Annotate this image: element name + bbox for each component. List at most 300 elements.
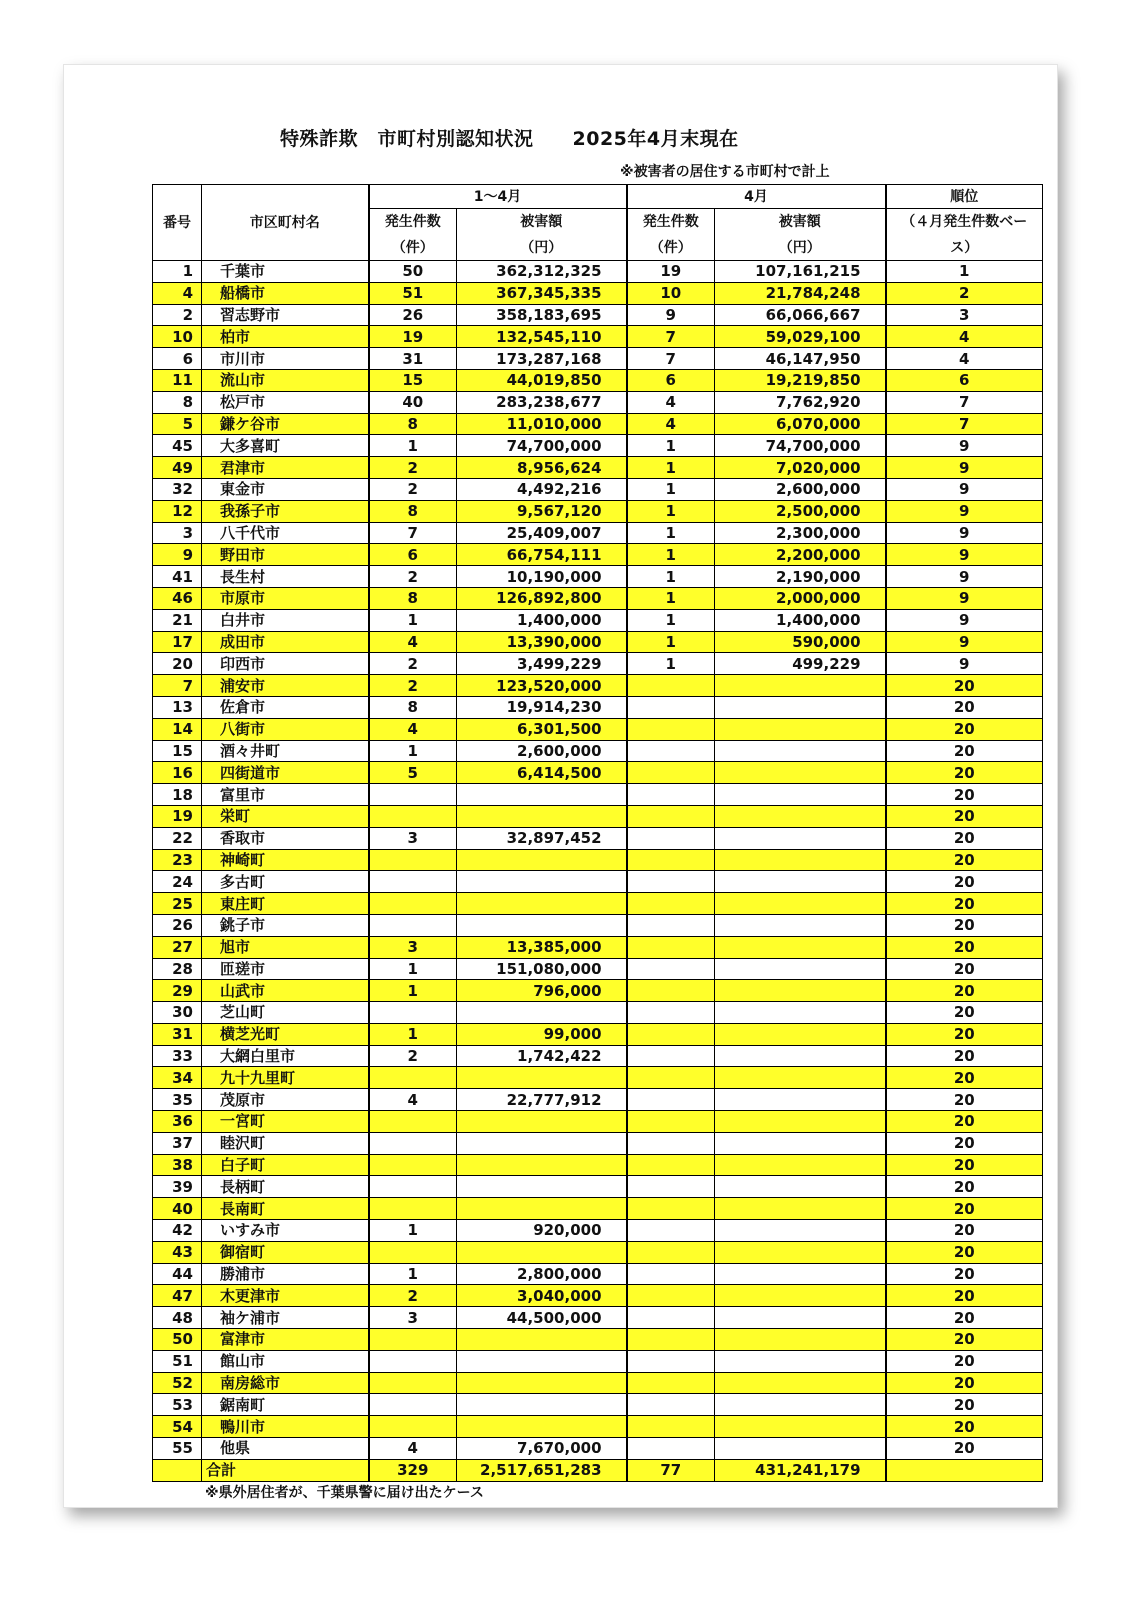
cell-amount-april: 2,200,000 (715, 544, 886, 566)
cell-rank: 9 (886, 435, 1043, 457)
cell-amount-april (715, 762, 886, 784)
cell-amount-1-4: 11,010,000 (457, 413, 627, 435)
cell-amount-1-4: 362,312,325 (457, 261, 627, 283)
cell-amount-april: 499,229 (715, 653, 886, 675)
cell-no: 41 (153, 566, 202, 588)
cell-amount-april (715, 805, 886, 827)
cell-rank: 20 (886, 827, 1043, 849)
cell-rank: 3 (886, 304, 1043, 326)
cell-amount-1-4 (457, 784, 627, 806)
cell-count-april (627, 675, 715, 697)
cell-no: 16 (153, 762, 202, 784)
cell-amount-april (715, 784, 886, 806)
table-row (153, 369, 1043, 391)
cell-no: 2 (153, 304, 202, 326)
cell-count-april: 1 (627, 631, 715, 653)
cell-rank: 20 (886, 1438, 1043, 1460)
cell-count-april (627, 871, 715, 893)
table-row (153, 1154, 1043, 1176)
cell-no: 5 (153, 413, 202, 435)
cell-amount-april (715, 1067, 886, 1089)
cell-amount-april: 19,219,850 (715, 369, 886, 391)
cell-count-1-4 (369, 1176, 457, 1198)
table-row (153, 1350, 1043, 1372)
cell-amount-1-4: 19,914,230 (457, 696, 627, 718)
cell-count-april: 4 (627, 391, 715, 413)
cell-amount-1-4 (457, 805, 627, 827)
cell-no: 52 (153, 1372, 202, 1394)
cell-count-april: 19 (627, 261, 715, 283)
cell-amount-april (715, 827, 886, 849)
cell-count-1-4: 26 (369, 304, 457, 326)
cell-no: 14 (153, 718, 202, 740)
cell-count-1-4: 2 (369, 675, 457, 697)
cell-amount-april (715, 1220, 886, 1242)
cell-amount-april: 7,762,920 (715, 391, 886, 413)
cell-name: 東金市 (202, 478, 369, 500)
cell-no: 21 (153, 609, 202, 631)
table-row (153, 304, 1043, 326)
cell-count-1-4 (369, 805, 457, 827)
cell-amount-april (715, 1394, 886, 1416)
cell-rank: 9 (886, 566, 1043, 588)
cell-count-1-4 (369, 871, 457, 893)
cell-no: 1 (153, 261, 202, 283)
cell-amount-april (715, 893, 886, 915)
table-body (153, 261, 1043, 1482)
cell-count-april (627, 1241, 715, 1263)
cell-amount-april (715, 1002, 886, 1024)
table-row (153, 522, 1043, 544)
cell-count-1-4: 1 (369, 435, 457, 457)
cell-count-april: 1 (627, 609, 715, 631)
cell-count-april: 1 (627, 435, 715, 457)
cell-amount-1-4: 9,567,120 (457, 500, 627, 522)
cell-count-april (627, 849, 715, 871)
cell-rank: 20 (886, 1329, 1043, 1351)
cell-no: 6 (153, 348, 202, 370)
table-row (153, 980, 1043, 1002)
table-row (153, 261, 1043, 283)
cell-count-1-4 (369, 1350, 457, 1372)
cell-count-april (627, 784, 715, 806)
cell-count-1-4: 1 (369, 609, 457, 631)
cell-rank: 20 (886, 1154, 1043, 1176)
table-row (153, 1023, 1043, 1045)
table-row (153, 1329, 1043, 1351)
cell-no: 50 (153, 1329, 202, 1351)
cell-count-1-4: 8 (369, 413, 457, 435)
table-row (153, 871, 1043, 893)
cell-rank: 4 (886, 326, 1043, 348)
cell-no: 4 (153, 282, 202, 304)
cell-amount-april (715, 1372, 886, 1394)
cell-count-april: 1 (627, 587, 715, 609)
cell-amount-1-4: 13,390,000 (457, 631, 627, 653)
cell-rank: 20 (886, 958, 1043, 980)
cell-name: 香取市 (202, 827, 369, 849)
table-row (153, 1089, 1043, 1111)
cell-amount-april: 590,000 (715, 631, 886, 653)
cell-count-april (627, 1329, 715, 1351)
cell-amount-april (715, 1438, 886, 1460)
cell-rank: 20 (886, 936, 1043, 958)
cell-count-1-4 (369, 784, 457, 806)
cell-name: 睦沢町 (202, 1132, 369, 1154)
cell-name: 鴨川市 (202, 1416, 369, 1438)
cell-count-april (627, 1198, 715, 1220)
cell-amount-1-4: 2,600,000 (457, 740, 627, 762)
cell-count-1-4: 51 (369, 282, 457, 304)
table-row (153, 718, 1043, 740)
cell-name: 御宿町 (202, 1241, 369, 1263)
cell-rank: 20 (886, 1111, 1043, 1133)
cell-count-1-4: 1 (369, 740, 457, 762)
cell-count-1-4: 2 (369, 457, 457, 479)
cell-amount-1-4 (457, 1154, 627, 1176)
cell-amount-1-4: 283,238,677 (457, 391, 627, 413)
cell-name: 印西市 (202, 653, 369, 675)
cell-name: 浦安市 (202, 675, 369, 697)
cell-count-1-4: 31 (369, 348, 457, 370)
cell-name: 九十九里町 (202, 1067, 369, 1089)
cell-count-1-4: 5 (369, 762, 457, 784)
header-count-1: 発生件数 (369, 209, 457, 236)
cell-amount-1-4 (457, 1416, 627, 1438)
cell-name: 四街道市 (202, 762, 369, 784)
total-rank (886, 1459, 1043, 1481)
cell-amount-1-4: 2,800,000 (457, 1263, 627, 1285)
table-row (153, 1176, 1043, 1198)
cell-name: 富里市 (202, 784, 369, 806)
total-amount-april: 431,241,179 (715, 1459, 886, 1481)
cell-no: 24 (153, 871, 202, 893)
cell-rank: 20 (886, 784, 1043, 806)
cell-name: 匝瑳市 (202, 958, 369, 980)
note-bottom: ※県外居住者が、千葉県警に届け出たケース (205, 1485, 484, 1501)
cell-count-april (627, 1089, 715, 1111)
cell-rank: 20 (886, 1263, 1043, 1285)
table-row (153, 1220, 1043, 1242)
table-row (153, 1111, 1043, 1133)
table-row (153, 827, 1043, 849)
cell-no: 12 (153, 500, 202, 522)
cell-name: 神崎町 (202, 849, 369, 871)
cell-count-1-4: 1 (369, 980, 457, 1002)
cell-count-1-4: 1 (369, 1220, 457, 1242)
cell-name: 袖ケ浦市 (202, 1307, 369, 1329)
header-period-april: 4月 (627, 185, 886, 209)
cell-rank: 6 (886, 369, 1043, 391)
cell-name: 東庄町 (202, 893, 369, 915)
cell-count-april: 4 (627, 413, 715, 435)
cell-no: 55 (153, 1438, 202, 1460)
table-row (153, 326, 1043, 348)
table-row (153, 566, 1043, 588)
cell-rank: 20 (886, 1067, 1043, 1089)
cell-amount-april: 74,700,000 (715, 435, 886, 457)
cell-name: 松戸市 (202, 391, 369, 413)
cell-no: 39 (153, 1176, 202, 1198)
table-row (153, 1045, 1043, 1067)
cell-amount-april (715, 1285, 886, 1307)
table-row (153, 914, 1043, 936)
cell-count-1-4: 8 (369, 696, 457, 718)
cell-rank: 1 (886, 261, 1043, 283)
cell-amount-april (715, 1307, 886, 1329)
cell-amount-1-4: 4,492,216 (457, 478, 627, 500)
cell-amount-april: 7,020,000 (715, 457, 886, 479)
table-row (153, 609, 1043, 631)
table-row (153, 1198, 1043, 1220)
table-row (153, 1416, 1043, 1438)
table-row (153, 653, 1043, 675)
cell-amount-1-4 (457, 1372, 627, 1394)
cell-name: 大多喜町 (202, 435, 369, 457)
cell-name: 習志野市 (202, 304, 369, 326)
cell-name: 市川市 (202, 348, 369, 370)
cell-amount-april (715, 1263, 886, 1285)
cell-count-1-4 (369, 1329, 457, 1351)
header-period-1-4: 1～4月 (369, 185, 627, 209)
cell-amount-1-4 (457, 1198, 627, 1220)
cell-count-1-4: 3 (369, 827, 457, 849)
cell-amount-april (715, 1132, 886, 1154)
cell-amount-april (715, 1329, 886, 1351)
cell-count-1-4: 2 (369, 653, 457, 675)
cell-no: 20 (153, 653, 202, 675)
header-no: 番号 (153, 185, 202, 261)
cell-amount-april (715, 1198, 886, 1220)
table-row (153, 544, 1043, 566)
header-rank-basis-end: ス） (886, 235, 1043, 261)
cell-name: 八街市 (202, 718, 369, 740)
cell-no: 15 (153, 740, 202, 762)
cell-amount-1-4 (457, 849, 627, 871)
cell-no: 34 (153, 1067, 202, 1089)
header-count-unit-1: （件） (369, 235, 457, 261)
table-row (153, 435, 1043, 457)
cell-rank: 20 (886, 1002, 1043, 1024)
table-row (153, 849, 1043, 871)
cell-amount-1-4 (457, 1176, 627, 1198)
cell-amount-1-4: 6,414,500 (457, 762, 627, 784)
cell-no: 44 (153, 1263, 202, 1285)
cell-count-april (627, 1111, 715, 1133)
cell-count-1-4: 40 (369, 391, 457, 413)
total-count-april: 77 (627, 1459, 715, 1481)
total-count-1-4: 329 (369, 1459, 457, 1481)
cell-no: 29 (153, 980, 202, 1002)
cell-count-1-4: 4 (369, 1438, 457, 1460)
cell-name: 木更津市 (202, 1285, 369, 1307)
cell-count-april (627, 718, 715, 740)
cell-amount-april: 2,300,000 (715, 522, 886, 544)
note-top: ※被害者の居住する市町村で計上 (620, 164, 830, 180)
table-row (153, 1132, 1043, 1154)
cell-amount-1-4 (457, 871, 627, 893)
table-row (153, 958, 1043, 980)
cell-count-1-4 (369, 893, 457, 915)
cell-count-april (627, 1176, 715, 1198)
cell-amount-april (715, 1111, 886, 1133)
table-row (153, 1285, 1043, 1307)
cell-count-april: 1 (627, 522, 715, 544)
cell-count-april (627, 1067, 715, 1089)
cell-count-april (627, 1307, 715, 1329)
cell-no: 3 (153, 522, 202, 544)
cell-rank: 20 (886, 1220, 1043, 1242)
cell-count-april (627, 1045, 715, 1067)
cell-amount-1-4: 6,301,500 (457, 718, 627, 740)
cell-no: 46 (153, 587, 202, 609)
cell-name: 栄町 (202, 805, 369, 827)
cell-amount-1-4 (457, 1111, 627, 1133)
cell-name: 南房総市 (202, 1372, 369, 1394)
cell-amount-1-4: 22,777,912 (457, 1089, 627, 1111)
cell-no: 30 (153, 1002, 202, 1024)
cell-no: 43 (153, 1241, 202, 1263)
cell-amount-april: 2,600,000 (715, 478, 886, 500)
cell-no: 22 (153, 827, 202, 849)
header-amount-1: 被害額 (457, 209, 627, 236)
cell-name: 勝浦市 (202, 1263, 369, 1285)
cell-rank: 20 (886, 980, 1043, 1002)
cell-amount-1-4 (457, 1394, 627, 1416)
cell-count-1-4: 2 (369, 478, 457, 500)
cell-no: 38 (153, 1154, 202, 1176)
table-row (153, 740, 1043, 762)
cell-rank: 20 (886, 696, 1043, 718)
cell-count-april (627, 893, 715, 915)
table-row (153, 805, 1043, 827)
cell-no: 45 (153, 435, 202, 457)
cell-amount-april: 59,029,100 (715, 326, 886, 348)
cell-count-1-4 (369, 1154, 457, 1176)
cell-count-april (627, 1002, 715, 1024)
cell-amount-1-4 (457, 914, 627, 936)
cell-name: 鎌ケ谷市 (202, 413, 369, 435)
cell-count-april: 9 (627, 304, 715, 326)
table-row (153, 696, 1043, 718)
table-row (153, 784, 1043, 806)
cell-amount-april (715, 675, 886, 697)
cell-name: 船橋市 (202, 282, 369, 304)
cell-count-1-4 (369, 1394, 457, 1416)
cell-rank: 9 (886, 631, 1043, 653)
cell-amount-1-4: 25,409,007 (457, 522, 627, 544)
cell-amount-1-4: 367,345,335 (457, 282, 627, 304)
cell-amount-april (715, 1416, 886, 1438)
cell-count-april (627, 1023, 715, 1045)
cell-count-april (627, 1438, 715, 1460)
cell-amount-april (715, 740, 886, 762)
table-row (153, 675, 1043, 697)
cell-count-april (627, 914, 715, 936)
cell-amount-april (715, 1350, 886, 1372)
cell-name: 流山市 (202, 369, 369, 391)
cell-count-april (627, 696, 715, 718)
cell-amount-april: 2,000,000 (715, 587, 886, 609)
cell-rank: 20 (886, 1350, 1043, 1372)
table-row (153, 1372, 1043, 1394)
cell-name: 長南町 (202, 1198, 369, 1220)
cell-amount-april (715, 914, 886, 936)
table-row (153, 1067, 1043, 1089)
cell-name: 銚子市 (202, 914, 369, 936)
cell-count-1-4: 4 (369, 718, 457, 740)
table-row (153, 1394, 1043, 1416)
cell-amount-april: 21,784,248 (715, 282, 886, 304)
cell-no: 8 (153, 391, 202, 413)
cell-amount-1-4: 44,019,850 (457, 369, 627, 391)
cell-rank: 7 (886, 413, 1043, 435)
table-row (153, 762, 1043, 784)
cell-amount-april: 1,400,000 (715, 609, 886, 631)
cell-amount-1-4: 8,956,624 (457, 457, 627, 479)
cell-name: 旭市 (202, 936, 369, 958)
cell-amount-april: 6,070,000 (715, 413, 886, 435)
table-row (153, 478, 1043, 500)
header-rank-basis: （４月発生件数ベー (886, 209, 1043, 236)
cell-amount-april (715, 1089, 886, 1111)
cell-count-1-4: 50 (369, 261, 457, 283)
table-row (153, 1438, 1043, 1460)
cell-amount-1-4: 99,000 (457, 1023, 627, 1045)
cell-name: 柏市 (202, 326, 369, 348)
cell-no: 40 (153, 1198, 202, 1220)
cell-amount-1-4: 44,500,000 (457, 1307, 627, 1329)
cell-count-1-4: 7 (369, 522, 457, 544)
cell-count-1-4 (369, 1002, 457, 1024)
cell-name: 白井市 (202, 609, 369, 631)
cell-rank: 9 (886, 500, 1043, 522)
cell-count-1-4 (369, 1241, 457, 1263)
cell-no: 19 (153, 805, 202, 827)
cell-no: 32 (153, 478, 202, 500)
cell-name: 鋸南町 (202, 1394, 369, 1416)
cell-amount-april (715, 1176, 886, 1198)
cell-amount-1-4 (457, 1350, 627, 1372)
cell-count-april: 6 (627, 369, 715, 391)
cell-amount-april (715, 718, 886, 740)
cell-name: 多古町 (202, 871, 369, 893)
cell-amount-april: 2,190,000 (715, 566, 886, 588)
cases-table (152, 184, 1043, 1482)
cell-no: 7 (153, 675, 202, 697)
cell-name: 白子町 (202, 1154, 369, 1176)
cell-name: 成田市 (202, 631, 369, 653)
total-label: 合計 (202, 1459, 369, 1481)
cell-count-april: 1 (627, 544, 715, 566)
cell-count-april (627, 1394, 715, 1416)
cell-name: 我孫子市 (202, 500, 369, 522)
cell-name: 一宮町 (202, 1111, 369, 1133)
cell-count-1-4: 2 (369, 1285, 457, 1307)
cell-amount-1-4: 358,183,695 (457, 304, 627, 326)
cell-no: 54 (153, 1416, 202, 1438)
cell-name: 八千代市 (202, 522, 369, 544)
table-row (153, 348, 1043, 370)
cell-count-april (627, 762, 715, 784)
cell-amount-1-4: 7,670,000 (457, 1438, 627, 1460)
cell-amount-april (715, 1241, 886, 1263)
cell-no: 51 (153, 1350, 202, 1372)
header-amount-unit-1: （円） (457, 235, 627, 261)
cell-amount-1-4: 66,754,111 (457, 544, 627, 566)
header-count-2: 発生件数 (627, 209, 715, 236)
table-row (153, 1241, 1043, 1263)
